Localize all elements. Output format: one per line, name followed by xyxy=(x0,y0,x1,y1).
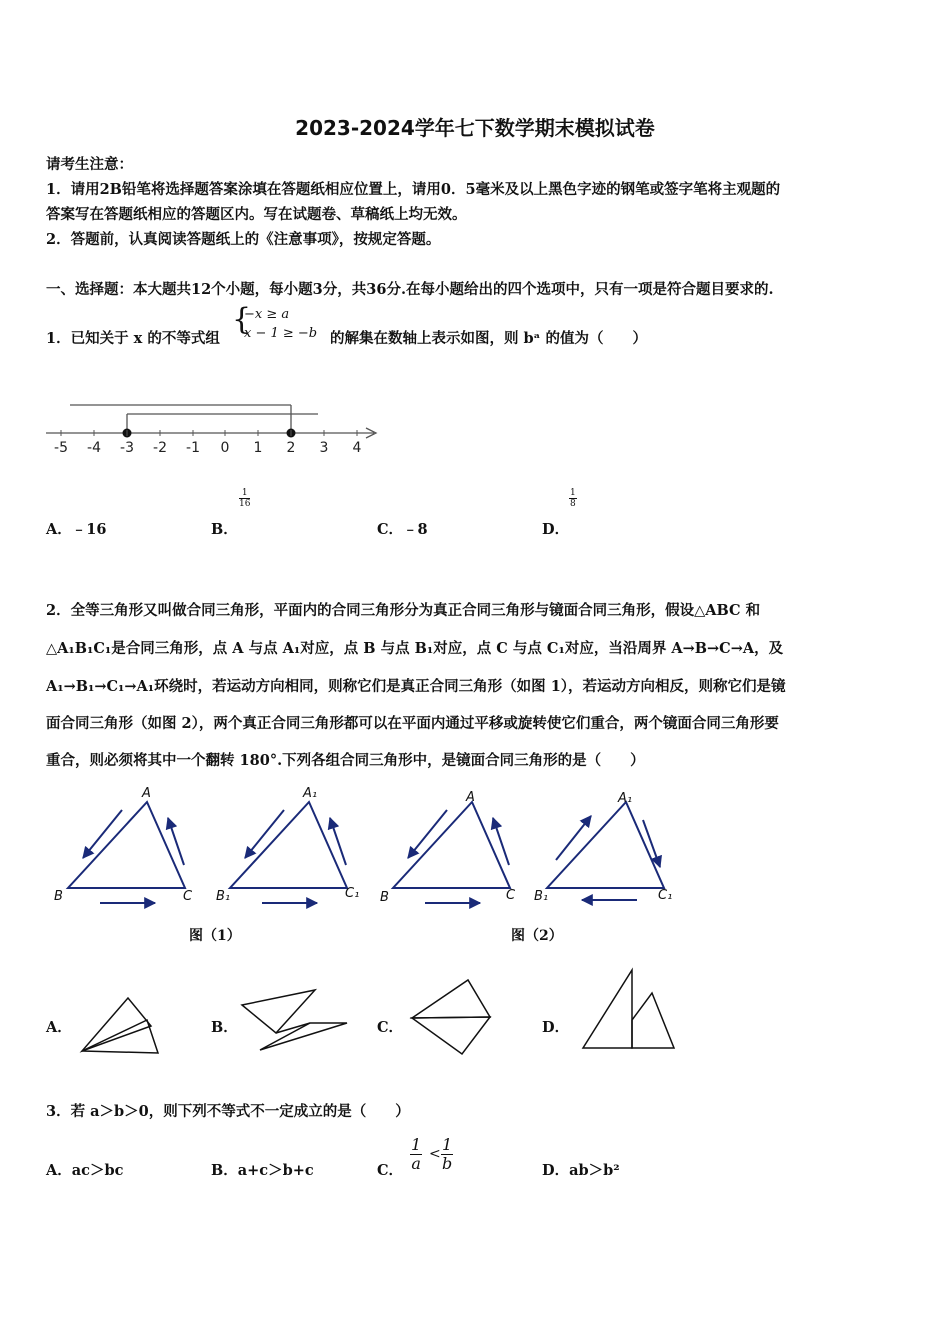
option-letter: B． xyxy=(211,521,238,538)
fraction-numerator: 1 xyxy=(239,488,250,499)
tick-label: -5 xyxy=(54,440,68,456)
label-c: C xyxy=(183,889,193,904)
tick-label: -1 xyxy=(186,440,200,456)
q2-line-3: A₁→B₁→C₁→A₁环绕时，若运动方向相同，则称它们是真正合同三角形（如图 1），若运动方向相反，则称它们是镜 xyxy=(46,678,786,695)
option-text: ﹣8 xyxy=(403,521,428,538)
label-a1: A₁ xyxy=(618,791,633,806)
tick-label: 4 xyxy=(352,440,362,456)
label-b: B xyxy=(54,889,63,904)
q3-option-d[interactable] xyxy=(542,1159,620,1180)
fraction-numerator: 1 xyxy=(411,1135,422,1154)
triangle-figures xyxy=(40,780,700,915)
option-text: ac＞bc xyxy=(71,1162,124,1179)
q3-stem: 3．若 a＞b＞0，则下列不等式不一定成立的是（ ） xyxy=(46,1103,410,1120)
q2-option-d[interactable]: D． xyxy=(542,1019,570,1036)
option-letter: B． xyxy=(211,1162,238,1179)
system-brace: { xyxy=(232,302,252,337)
notice-heading: 请考生注意： xyxy=(46,156,133,173)
fraction-denominator: 16 xyxy=(239,499,251,509)
q1-option-d-fraction xyxy=(569,488,577,509)
q1-option-d[interactable] xyxy=(542,518,569,539)
tick-label: -3 xyxy=(120,440,134,456)
q1-suffix: 的解集在数轴上表示如图，则 bᵃ 的值为（ ） xyxy=(330,330,647,347)
q3-option-c-relation: < xyxy=(429,1146,441,1162)
fraction-denominator: 8 xyxy=(570,499,576,509)
q2-option-b[interactable]: B． xyxy=(211,1019,238,1036)
figure-2-caption: 图（2） xyxy=(511,928,563,944)
option-c-triangle-1 xyxy=(412,980,490,1018)
q1-option-c[interactable] xyxy=(377,518,428,539)
system-row-2: x − 1 ≥ −b xyxy=(244,326,318,341)
option-shapes xyxy=(70,965,690,1060)
option-c-triangle-2 xyxy=(412,1017,490,1054)
arrow-b1-to-a1 xyxy=(556,816,591,860)
tick-label: 0 xyxy=(220,440,230,456)
option-d-triangle-2 xyxy=(632,993,674,1048)
tick-label: 2 xyxy=(286,440,296,456)
label-c: C xyxy=(506,888,516,903)
fraction-denominator: a xyxy=(411,1154,421,1173)
arrow-c-to-a xyxy=(493,818,509,865)
tick-label: -2 xyxy=(153,440,167,456)
q2-line-1: 2．全等三角形又叫做合同三角形，平面内的合同三角形分为真正合同三角形与镜面合同三角形，假设△ABC 和 xyxy=(46,602,761,619)
label-b1: B₁ xyxy=(534,889,549,904)
tick-label: 3 xyxy=(319,440,329,456)
option-letter: A． xyxy=(46,521,72,538)
fraction-denominator: b xyxy=(441,1154,453,1173)
tick-label: -4 xyxy=(87,440,101,456)
q1-prefix: 1．已知关于 x 的不等式组 xyxy=(46,330,220,347)
notice-item-1: 1．请用2B铅笔将选择题答案涂填在答题纸相应位置上，请用0．5毫米及以上黑色字迹的钢笔或签字笔将主观题的 xyxy=(46,181,781,198)
label-a: A xyxy=(466,790,475,805)
triangle-abc-fig1 xyxy=(68,802,185,888)
option-text: ﹣16 xyxy=(71,521,107,538)
number-line xyxy=(40,395,385,460)
option-letter: C． xyxy=(377,1162,404,1179)
label-b1: B₁ xyxy=(216,889,231,904)
q3-option-c-fraction-2 xyxy=(441,1136,453,1173)
fraction-numerator: 1 xyxy=(570,488,576,498)
triangle-abc-fig2 xyxy=(393,802,510,888)
figure-1-caption: 图（1） xyxy=(189,928,241,944)
tick-label: 1 xyxy=(253,440,263,456)
label-a: A xyxy=(142,786,151,801)
q3-option-c-fraction-1 xyxy=(410,1136,422,1173)
option-a-triangle-1 xyxy=(82,998,151,1051)
q1-option-b[interactable] xyxy=(211,518,238,539)
label-a1: A₁ xyxy=(303,786,318,801)
label-c1: C₁ xyxy=(658,888,673,903)
option-letter: C． xyxy=(377,521,404,538)
arrow-c-to-a xyxy=(168,818,184,865)
fraction-numerator: 1 xyxy=(442,1135,453,1154)
system-row-1: −x ≥ a xyxy=(244,307,290,322)
page-title: 2023-2024学年七下数学期末模拟试卷 xyxy=(295,116,655,140)
option-letter: D． xyxy=(542,1162,570,1179)
option-b-triangle-2 xyxy=(260,1023,347,1050)
q3-option-b[interactable] xyxy=(211,1159,314,1180)
q2-option-a[interactable]: A． xyxy=(46,1019,72,1036)
option-letter: D． xyxy=(542,521,570,538)
q2-line-5: 重合，则必须将其中一个翻转 180°.下列各组合同三角形中，是镜面合同三角形的是（ ） xyxy=(46,752,645,769)
section-heading: 一、选择题：本大题共12个小题，每小题3分，共36分.在每小题给出的四个选项中，只有一项是符合题目要求的. xyxy=(46,281,774,298)
label-c1: C₁ xyxy=(345,886,360,901)
q3-option-c[interactable] xyxy=(377,1159,403,1180)
arrow-c1-to-a1 xyxy=(330,818,346,865)
q2-line-4: 面合同三角形（如图 2），两个真正合同三角形都可以在平面内通过平移或旋转使它们重合，两个镜面合同三角形要 xyxy=(46,715,779,732)
q1-option-b-fraction xyxy=(239,488,250,509)
q2-line-2: △A₁B₁C₁是合同三角形，点 A 与点 A₁对应，点 B 与点 B₁对应，点 C 与点 C₁对应，当沿周界 A→B→C→A，及 xyxy=(46,640,784,657)
q1-option-a[interactable] xyxy=(46,518,106,539)
triangle-a1b1c1-fig1 xyxy=(230,802,347,888)
q3-option-a[interactable] xyxy=(46,1159,123,1180)
q2-option-c[interactable]: C． xyxy=(377,1019,404,1036)
triangle-a1b1c1-fig2 xyxy=(547,802,664,888)
notice-item-2: 2．答题前，认真阅读答题纸上的《注意事项》，按规定答题。 xyxy=(46,231,441,248)
label-b: B xyxy=(380,890,389,905)
option-letter: A． xyxy=(46,1162,72,1179)
option-text: a+c＞b+c xyxy=(237,1162,314,1179)
notice-item-1-cont: 答案写在答题纸相应的答题区内。写在试题卷、草稿纸上均无效。 xyxy=(46,206,467,223)
option-text: ab＞b² xyxy=(569,1162,620,1179)
option-d-triangle-1 xyxy=(583,970,632,1048)
